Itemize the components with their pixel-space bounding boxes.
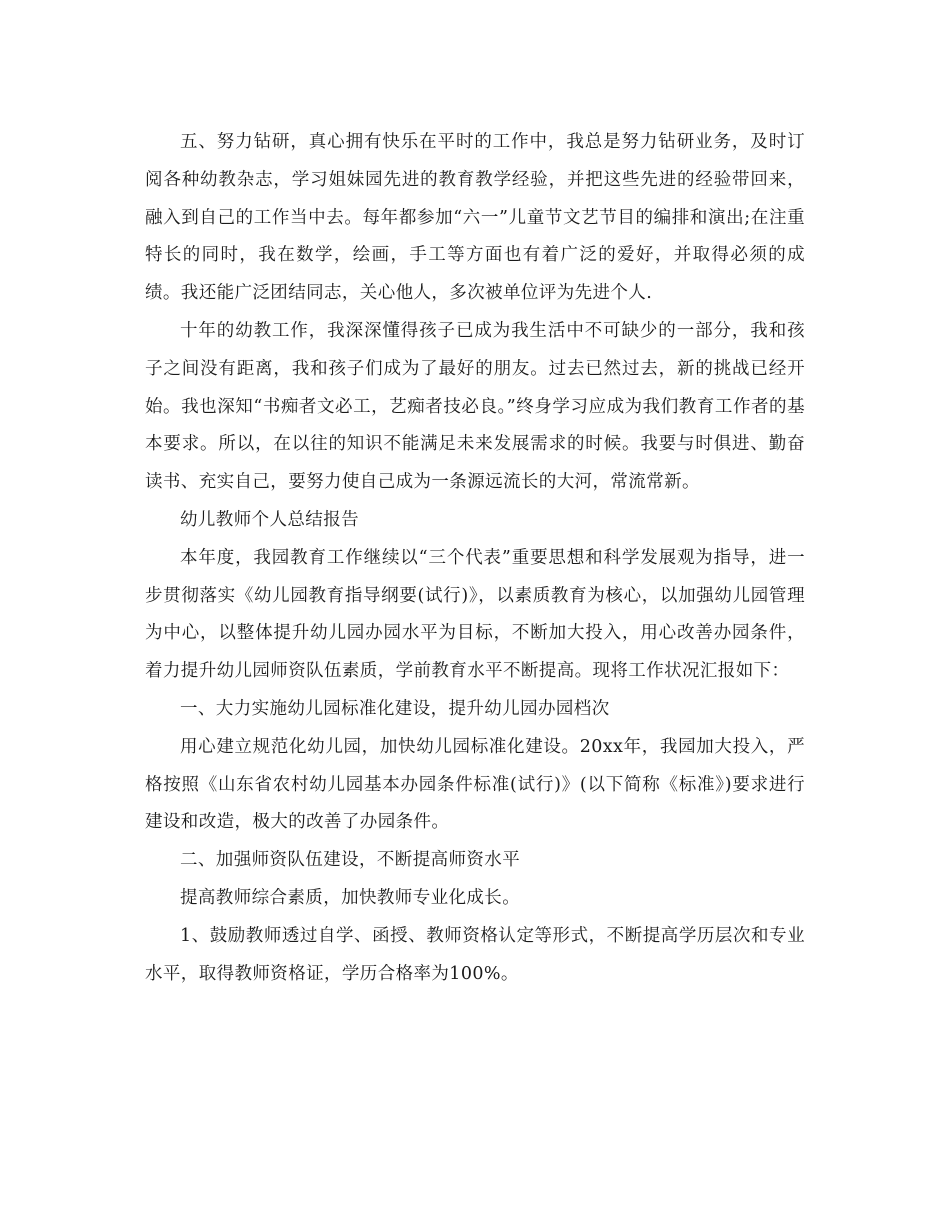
paragraph-standardization: 用心建立规范化幼儿园，加快幼儿园标准化建设。20xx年，我园加大投入，严格按照《山东省农村幼儿园基本办园条件标准(试行)》(以下简称《标准》)要求进行建设和改造，极大的改善了办园条件。 bbox=[145, 736, 805, 833]
paragraph-encourage-teachers: 1、鼓励教师透过自学、函授、教师资格认定等形式，不断提高学历层次和专业水平，取得教师资格证，学历合格率为100%。 bbox=[145, 925, 805, 984]
paragraph-this-year: 本年度，我园教育工作继续以“三个代表”重要思想和科学发展观为指导，进一步贯彻落实《幼儿园教育指导纲要(试行)》，以素质教育为核心，以加强幼儿园管理为中心，以整体提升幼儿园办园水平为目标，不断加大投入，用心改善办园条件，着力提升幼儿园师资队伍素质，学前教育水平不断提高。现将工作状况汇报如下： bbox=[145, 547, 805, 682]
report-title: 幼儿教师个人总结报告 bbox=[180, 509, 359, 530]
paragraph-diligent-study: 五、努力钻研，真心拥有快乐在平时的工作中，我总是努力钻研业务，及时订阅各种幼教杂志，学习姐妹园先进的教育教学经验，并把这些先进的经验带回来，融入到自己的工作当中去。每年都参加“六一”儿童节文艺节目的编排和演出;在注重特长的同时，我在数学，绘画，手工等方面也有着广泛的爱好，并取得必须的成绩。我还能广泛团结同志，关心他人，多次被单位评为先进个人. bbox=[145, 132, 805, 304]
section-heading-standardization: 一、大力实施幼儿园标准化建设，提升幼儿园办园档次 bbox=[180, 698, 610, 719]
section-heading-teachers: 二、加强师资队伍建设，不断提高师资水平 bbox=[180, 850, 521, 871]
paragraph-teacher-quality: 提高教师综合素质，加快教师专业化成长。 bbox=[180, 887, 521, 908]
document-body bbox=[145, 124, 805, 993]
paragraph-ten-years: 十年的幼教工作，我深深懂得孩子已成为我生活中不可缺少的一部分，我和孩子之间没有距离，我和孩子们成为了最好的朋友。过去已然过去，新的挑战已经开始。我也深知“书痴者文必工，艺痴者技必良。”终身学习应成为我们教育工作者的基本要求。所以，在以往的知识不能满足未来发展需求的时候。我要与时俱进、勤奋读书、充实自己，要努力使自己成为一条源远流长的大河，常流常新。 bbox=[145, 320, 805, 493]
